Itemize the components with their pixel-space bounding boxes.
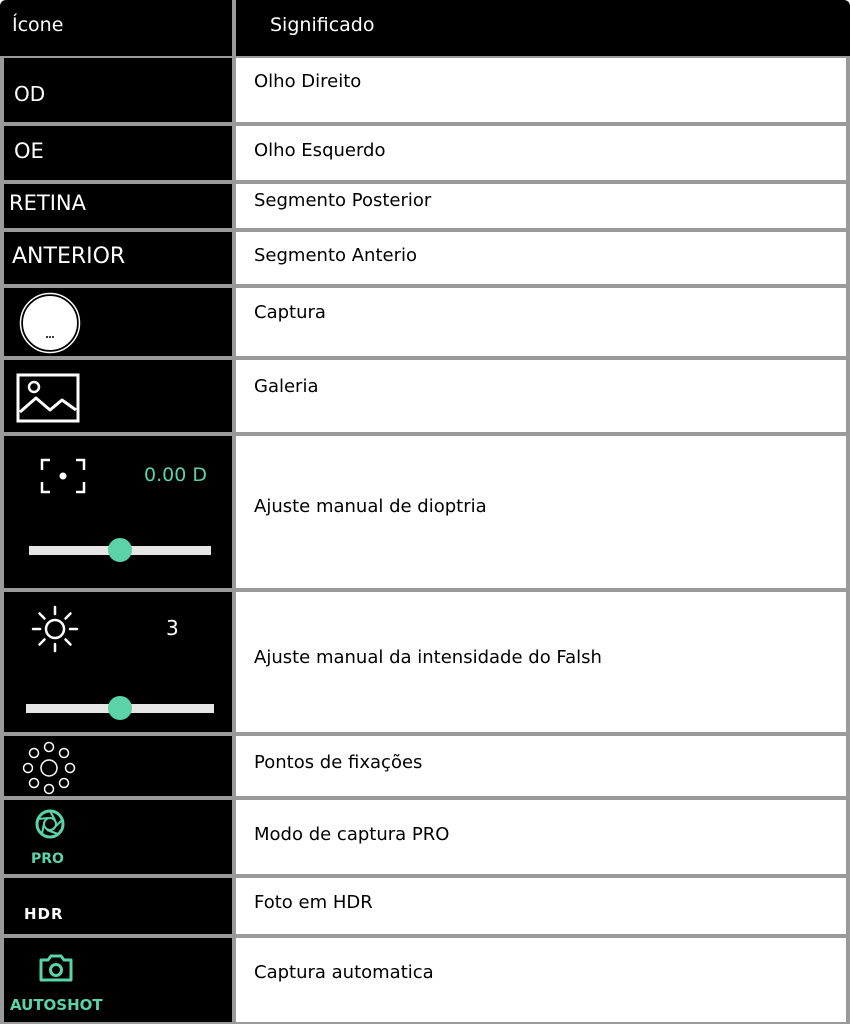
table-row xyxy=(0,230,850,286)
meaning-cell xyxy=(236,184,846,228)
hdr-label: HDR xyxy=(24,905,64,923)
icon-cell xyxy=(4,232,232,284)
table-row xyxy=(0,286,850,358)
meaning-text: Segmento Anterio xyxy=(254,245,418,266)
table-row xyxy=(0,182,850,230)
icon-column-header: Ícone xyxy=(12,14,64,36)
meaning-text: Olho Direito xyxy=(254,71,362,92)
icon-cell xyxy=(4,360,232,432)
table-row xyxy=(0,936,850,1024)
fixation-points-icon xyxy=(20,740,78,796)
sun-icon xyxy=(30,604,80,654)
icon-cell xyxy=(4,126,232,180)
meaning-text: Modo de captura PRO xyxy=(254,824,450,845)
meaning-text: Pontos de fixações xyxy=(254,752,423,773)
meaning-cell xyxy=(236,800,846,874)
meaning-cell xyxy=(236,126,846,180)
meaning-cell xyxy=(236,360,846,432)
flash-value: 3 xyxy=(166,616,179,640)
icon-cell xyxy=(4,184,232,228)
meaning-cell xyxy=(236,878,846,934)
camera-icon xyxy=(37,952,75,984)
dioptria-value: 0.00 D xyxy=(144,464,207,486)
table-row xyxy=(0,590,850,734)
table-row xyxy=(0,434,850,590)
meaning-text: Ajuste manual de dioptria xyxy=(254,496,487,517)
dioptria-slider-thumb[interactable] xyxy=(108,538,132,562)
meaning-cell xyxy=(236,436,846,588)
meaning-text: Segmento Posterior xyxy=(254,190,432,211)
meaning-cell xyxy=(236,288,846,356)
meaning-cell xyxy=(236,232,846,284)
meaning-column-header: Significado xyxy=(270,14,375,36)
meaning-cell xyxy=(236,938,846,1022)
table-row xyxy=(0,798,850,876)
icon-cell xyxy=(4,288,232,356)
icon-cell xyxy=(4,878,232,934)
od-label: OD xyxy=(14,82,46,106)
table-row xyxy=(0,124,850,182)
table-row xyxy=(0,734,850,798)
meaning-text: Captura automatica xyxy=(254,962,434,983)
oe-label: OE xyxy=(14,139,44,163)
table-row xyxy=(0,876,850,936)
meaning-text: Foto em HDR xyxy=(254,892,373,913)
meaning-text: Captura xyxy=(254,302,326,323)
meaning-text: Ajuste manual da intensidade do Falsh xyxy=(254,647,602,668)
anterior-label: ANTERIOR xyxy=(12,244,126,269)
retina-label: RETINA xyxy=(9,191,86,215)
focus-icon xyxy=(38,456,88,496)
icon-cell xyxy=(4,592,232,732)
icon-cell xyxy=(4,58,232,122)
autoshot-label: AUTOSHOT xyxy=(10,996,103,1014)
pro-label: PRO xyxy=(31,851,64,867)
meaning-text: Galeria xyxy=(254,376,319,397)
aperture-icon xyxy=(34,808,66,840)
table-header xyxy=(0,0,850,56)
icon-cell xyxy=(4,800,232,874)
table-row xyxy=(0,56,850,124)
flash-slider-thumb[interactable] xyxy=(108,696,132,720)
gallery-icon xyxy=(16,372,80,424)
meaning-cell xyxy=(236,736,846,796)
icon-cell xyxy=(4,436,232,588)
meaning-cell xyxy=(236,58,846,122)
meaning-cell xyxy=(236,592,846,732)
icon-cell xyxy=(4,938,232,1022)
capture-button-icon xyxy=(18,292,82,354)
table-row xyxy=(0,358,850,434)
header-divider xyxy=(232,0,236,56)
icon-cell xyxy=(4,736,232,796)
meaning-text: Olho Esquerdo xyxy=(254,140,386,161)
